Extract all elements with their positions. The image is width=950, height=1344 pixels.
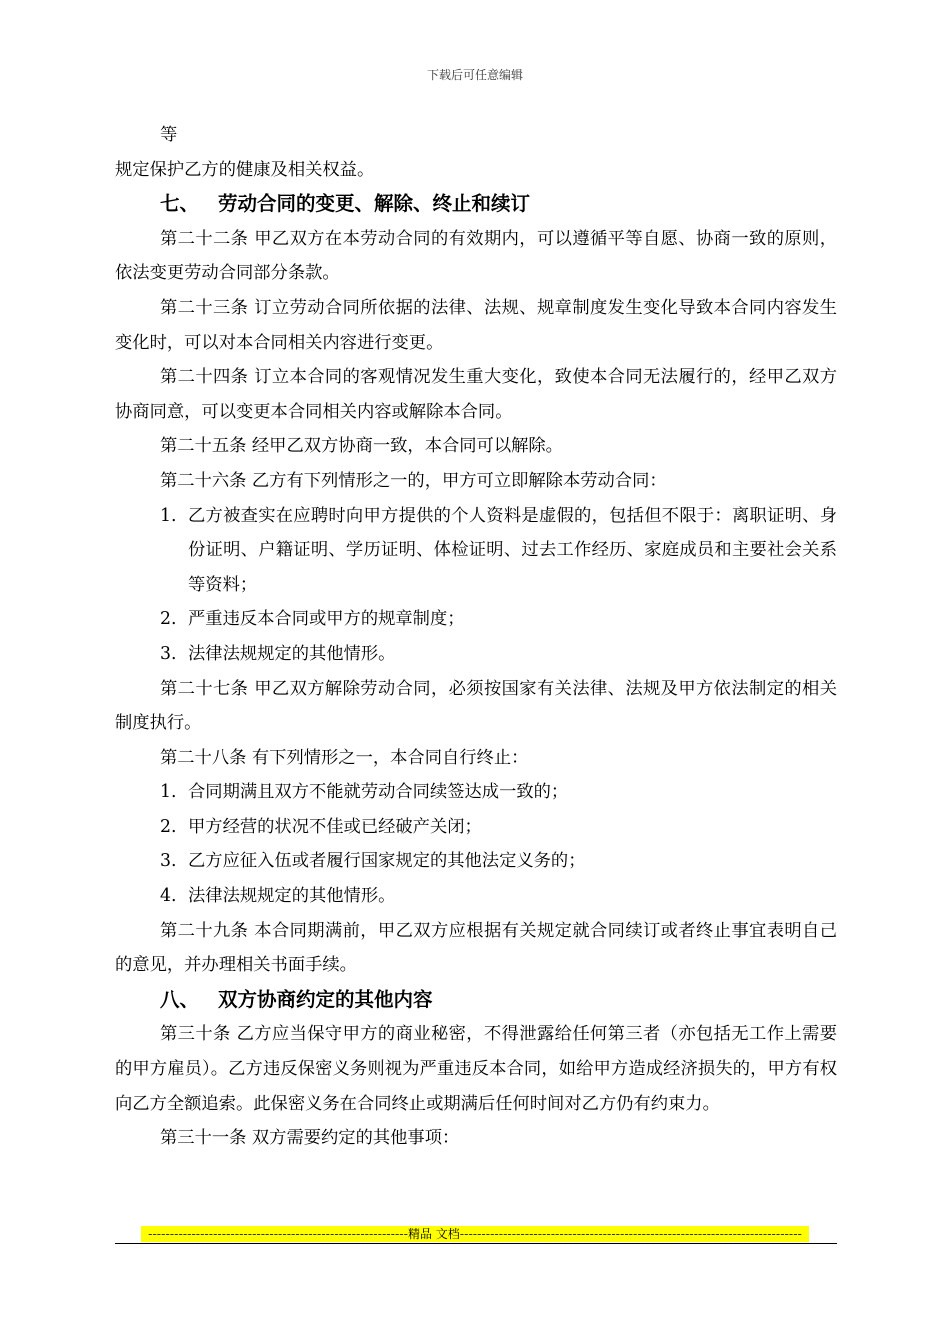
paragraph: 第二十九条 本合同期满前，甲乙双方应根据有关规定就合同续订或者终止事宜表明自己的意见，并办理相关书面手续。 [115,920,837,976]
list-item [115,844,837,879]
list-item-text: 法律法规规定的其他情形。 [188,886,396,907]
paragraph: 第二十二条 甲乙双方在本劳动合同的有效期内，可以遵循平等自愿、协商一致的原则，依法变更劳动合同部分条款。 [115,228,837,284]
list-item [115,602,837,637]
paragraph: 等 [160,125,178,145]
list-item [115,637,837,672]
list-item [115,499,837,603]
list-item-number: 2. [160,816,177,837]
section-number: 七、 [160,192,200,216]
list-item-text: 甲方经营的状况不佳或已经破产关闭； [188,816,482,837]
section-title: 劳动合同的变更、解除、终止和续订 [218,192,531,216]
list-item-number: 1. [160,782,177,803]
section-title: 双方协商约定的其他内容 [218,987,433,1011]
list-item-text: 法律法规规定的其他情形。 [188,643,396,664]
paragraph: 第二十五条 经甲乙双方协商一致，本合同可以解除。 [160,436,563,457]
section-heading [115,187,837,222]
list-item [115,810,837,845]
paragraph: 第三十条 乙方应当保守甲方的商业秘密，不得泄露给任何第三者（亦包括无工作上需要的甲方雇员）。乙方违反保密义务则视为严重违反本合同，如给甲方造成经济损失的，甲方有权向乙方全额追索。此保密义务在合同终止或期满后任何时间对乙方仍有约束力。 [115,1024,837,1114]
section-number: 八、 [160,987,200,1011]
list-item [115,775,837,810]
footer-banner [141,1226,809,1242]
footer-rule [115,1243,837,1244]
paragraph: 第二十四条 订立本合同的客观情况发生重大变化，致使本合同无法履行的，经甲乙双方协商同意，可以变更本合同相关内容或解除本合同。 [115,367,837,422]
paragraph: 第二十六条 乙方有下列情形之一的，甲方可立即解除本劳动合同： [160,470,667,491]
list-item-text: 乙方被查实在应聘时向甲方提供的个人资料是虚假的，包括但不限于：离职证明、身份证明、户籍证明、学历证明、体检证明、过去工作经历、家庭成员和主要社会关系等资料； [188,505,837,595]
footer-left-dashes: ------------------------------------------------------------ [148,1227,408,1241]
list-item-text: 严重违反本合同或甲方的规章制度； [188,609,465,630]
paragraph: 第三十一条 双方需要约定的其他事项： [160,1128,460,1149]
footer-right-dashes: ------------------------------------------------------------------------------- [459,1227,802,1241]
paragraph: 第二十七条 甲乙双方解除劳动合同，必须按国家有关法律、法规及甲方依法制定的相关制度执行。 [115,678,837,734]
footer-label: 精品 文档 [407,1227,460,1241]
list-item-text: 乙方应征入伍或者履行国家规定的其他法定义务的； [188,851,586,872]
section-heading [115,983,837,1018]
list-item-text: 合同期满且双方不能就劳动合同续签达成一致的； [188,782,569,803]
document-body [115,118,837,1156]
list-item-number: 1. [160,505,177,526]
page-header: 下载后可任意编辑 [426,68,523,82]
list-item [115,879,837,914]
list-item-number: 3. [160,643,177,664]
paragraph: 第二十八条 有下列情形之一，本合同自行终止： [160,747,529,768]
list-item-number: 3. [160,851,177,872]
list-item-number: 4. [160,886,177,907]
paragraph: 第二十三条 订立劳动合同所依据的法律、法规、规章制度发生变化导致本合同内容发生变化时，可以对本合同相关内容进行变更。 [115,297,837,353]
list-item-number: 2. [160,609,177,630]
paragraph: 规定保护乙方的健康及相关权益。 [115,159,375,180]
